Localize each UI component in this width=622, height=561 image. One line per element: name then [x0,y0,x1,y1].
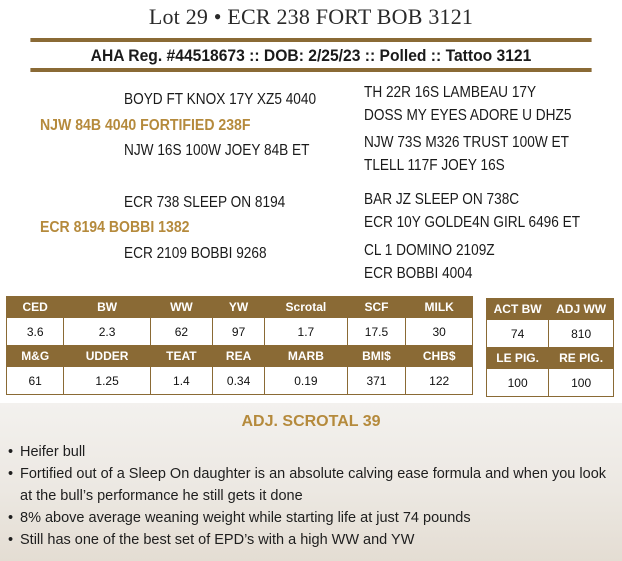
actual-header-act-bw: ACT BW [487,299,549,320]
epd-header-yw: YW [213,297,265,318]
adj-scrotal: ADJ. SCROTAL 39 [241,413,381,430]
epd-header-rea: REA [213,346,265,367]
epd-header-milk: MILK [406,297,473,318]
pedigree-sire-sire-dam: DOSS MY EYES ADORE U DHZ5 [364,107,572,124]
epd-value-ced: 3.6 [7,318,64,346]
epd-header-scrotal: Scrotal [265,297,347,318]
pedigree-sire-dam-sire: NJW 73S M326 TRUST 100W ET [364,134,569,151]
epd-value-milk: 30 [406,318,473,346]
epd-header-ced: CED [7,297,64,318]
epd-value-chb: 122 [406,367,473,395]
list-item-text: Fortified out of a Sleep On daughter is an absolute calving ease formula and when you look at the bull’s performance he still gets it done [20,466,607,504]
epd-table [6,296,473,395]
list-item-text: Still has one of the best set of EPD’s with a high WW and YW [20,532,415,548]
epd-header-teat: TEAT [150,346,212,367]
pedigree-dam-sire: ECR 738 SLEEP ON 8194 [124,194,286,211]
actual-header-adj-ww: ADJ WW [549,299,614,320]
actual-header-le-pig: LE PIG. [487,348,549,369]
pedigree-sire-sire-sire: TH 22R 16S LAMBEAU 17Y [364,84,537,101]
bullet-icon: • [8,444,14,460]
actual-value-act-bw: 74 [487,320,549,348]
list-item-text: Heifer bull [20,444,86,460]
epd-value-scrotal: 1.7 [265,318,347,346]
epd-value-yw: 97 [213,318,265,346]
pedigree-dam-dam-dam: ECR BOBBI 4004 [364,265,473,282]
actual-header-row [487,348,614,369]
bullet-icon: • [8,532,14,548]
pedigree-dam-dam-sire: CL 1 DOMINO 2109Z [364,242,495,259]
lot-title: Lot 29 • ECR 238 FORT BOB 3121 [148,4,474,29]
list-item [8,529,614,551]
description-list [8,441,614,551]
pedigree-sire-dam: NJW 16S 100W JOEY 84B ET [124,142,310,159]
epd-value-udder: 1.25 [64,367,150,395]
actual-weights-table [486,298,614,397]
epd-value-bw: 2.3 [64,318,150,346]
actual-value-adj-ww: 810 [549,320,614,348]
list-item [8,441,614,463]
epd-header-ww: WW [150,297,212,318]
list-item [8,507,614,529]
epd-value-mg: 61 [7,367,64,395]
epd-value-marb: 0.19 [265,367,347,395]
actual-value-row [487,320,614,348]
actual-header-re-pig: RE PIG. [549,348,614,369]
bullet-icon: • [8,510,14,526]
epd-header-row [7,297,473,318]
list-item [8,463,614,507]
epd-header-chb: CHB$ [406,346,473,367]
pedigree-sire: NJW 84B 4040 FORTIFIED 238F [40,117,251,134]
actual-header-row [487,299,614,320]
epd-header-bmi: BMI$ [347,346,406,367]
epd-value-bmi: 371 [347,367,406,395]
pedigree-dam-sire-dam: ECR 10Y GOLDE4N GIRL 6496 ET [364,214,581,231]
epd-value-rea: 0.34 [213,367,265,395]
pedigree-dam-dam: ECR 2109 BOBBI 9268 [124,245,267,262]
epd-header-bw: BW [64,297,150,318]
actual-value-re-pig: 100 [549,369,614,397]
list-item-text: 8% above average weaning weight while starting life at just 74 pounds [20,510,471,526]
actual-value-row [487,369,614,397]
epd-header-mg: M&G [7,346,64,367]
pedigree-dam: ECR 8194 BOBBI 1382 [40,219,190,236]
pedigree-sire-sire: BOYD FT KNOX 17Y XZ5 4040 [124,91,317,108]
bullet-icon: • [8,466,14,482]
epd-value-teat: 1.4 [150,367,212,395]
epd-value-row [7,318,473,346]
pedigree-sire-dam-dam: TLELL 117F JOEY 16S [364,157,505,174]
epd-header-scf: SCF [347,297,406,318]
epd-value-row [7,367,473,395]
epd-header-udder: UDDER [64,346,150,367]
epd-value-ww: 62 [150,318,212,346]
epd-header-row [7,346,473,367]
epd-value-scf: 17.5 [347,318,406,346]
epd-header-marb: MARB [265,346,347,367]
registration-bar: AHA Reg. #44518673 :: DOB: 2/25/23 :: Polled :: Tattoo 3121 [30,38,591,72]
actual-value-le-pig: 100 [487,369,549,397]
pedigree-dam-sire-sire: BAR JZ SLEEP ON 738C [364,191,520,208]
